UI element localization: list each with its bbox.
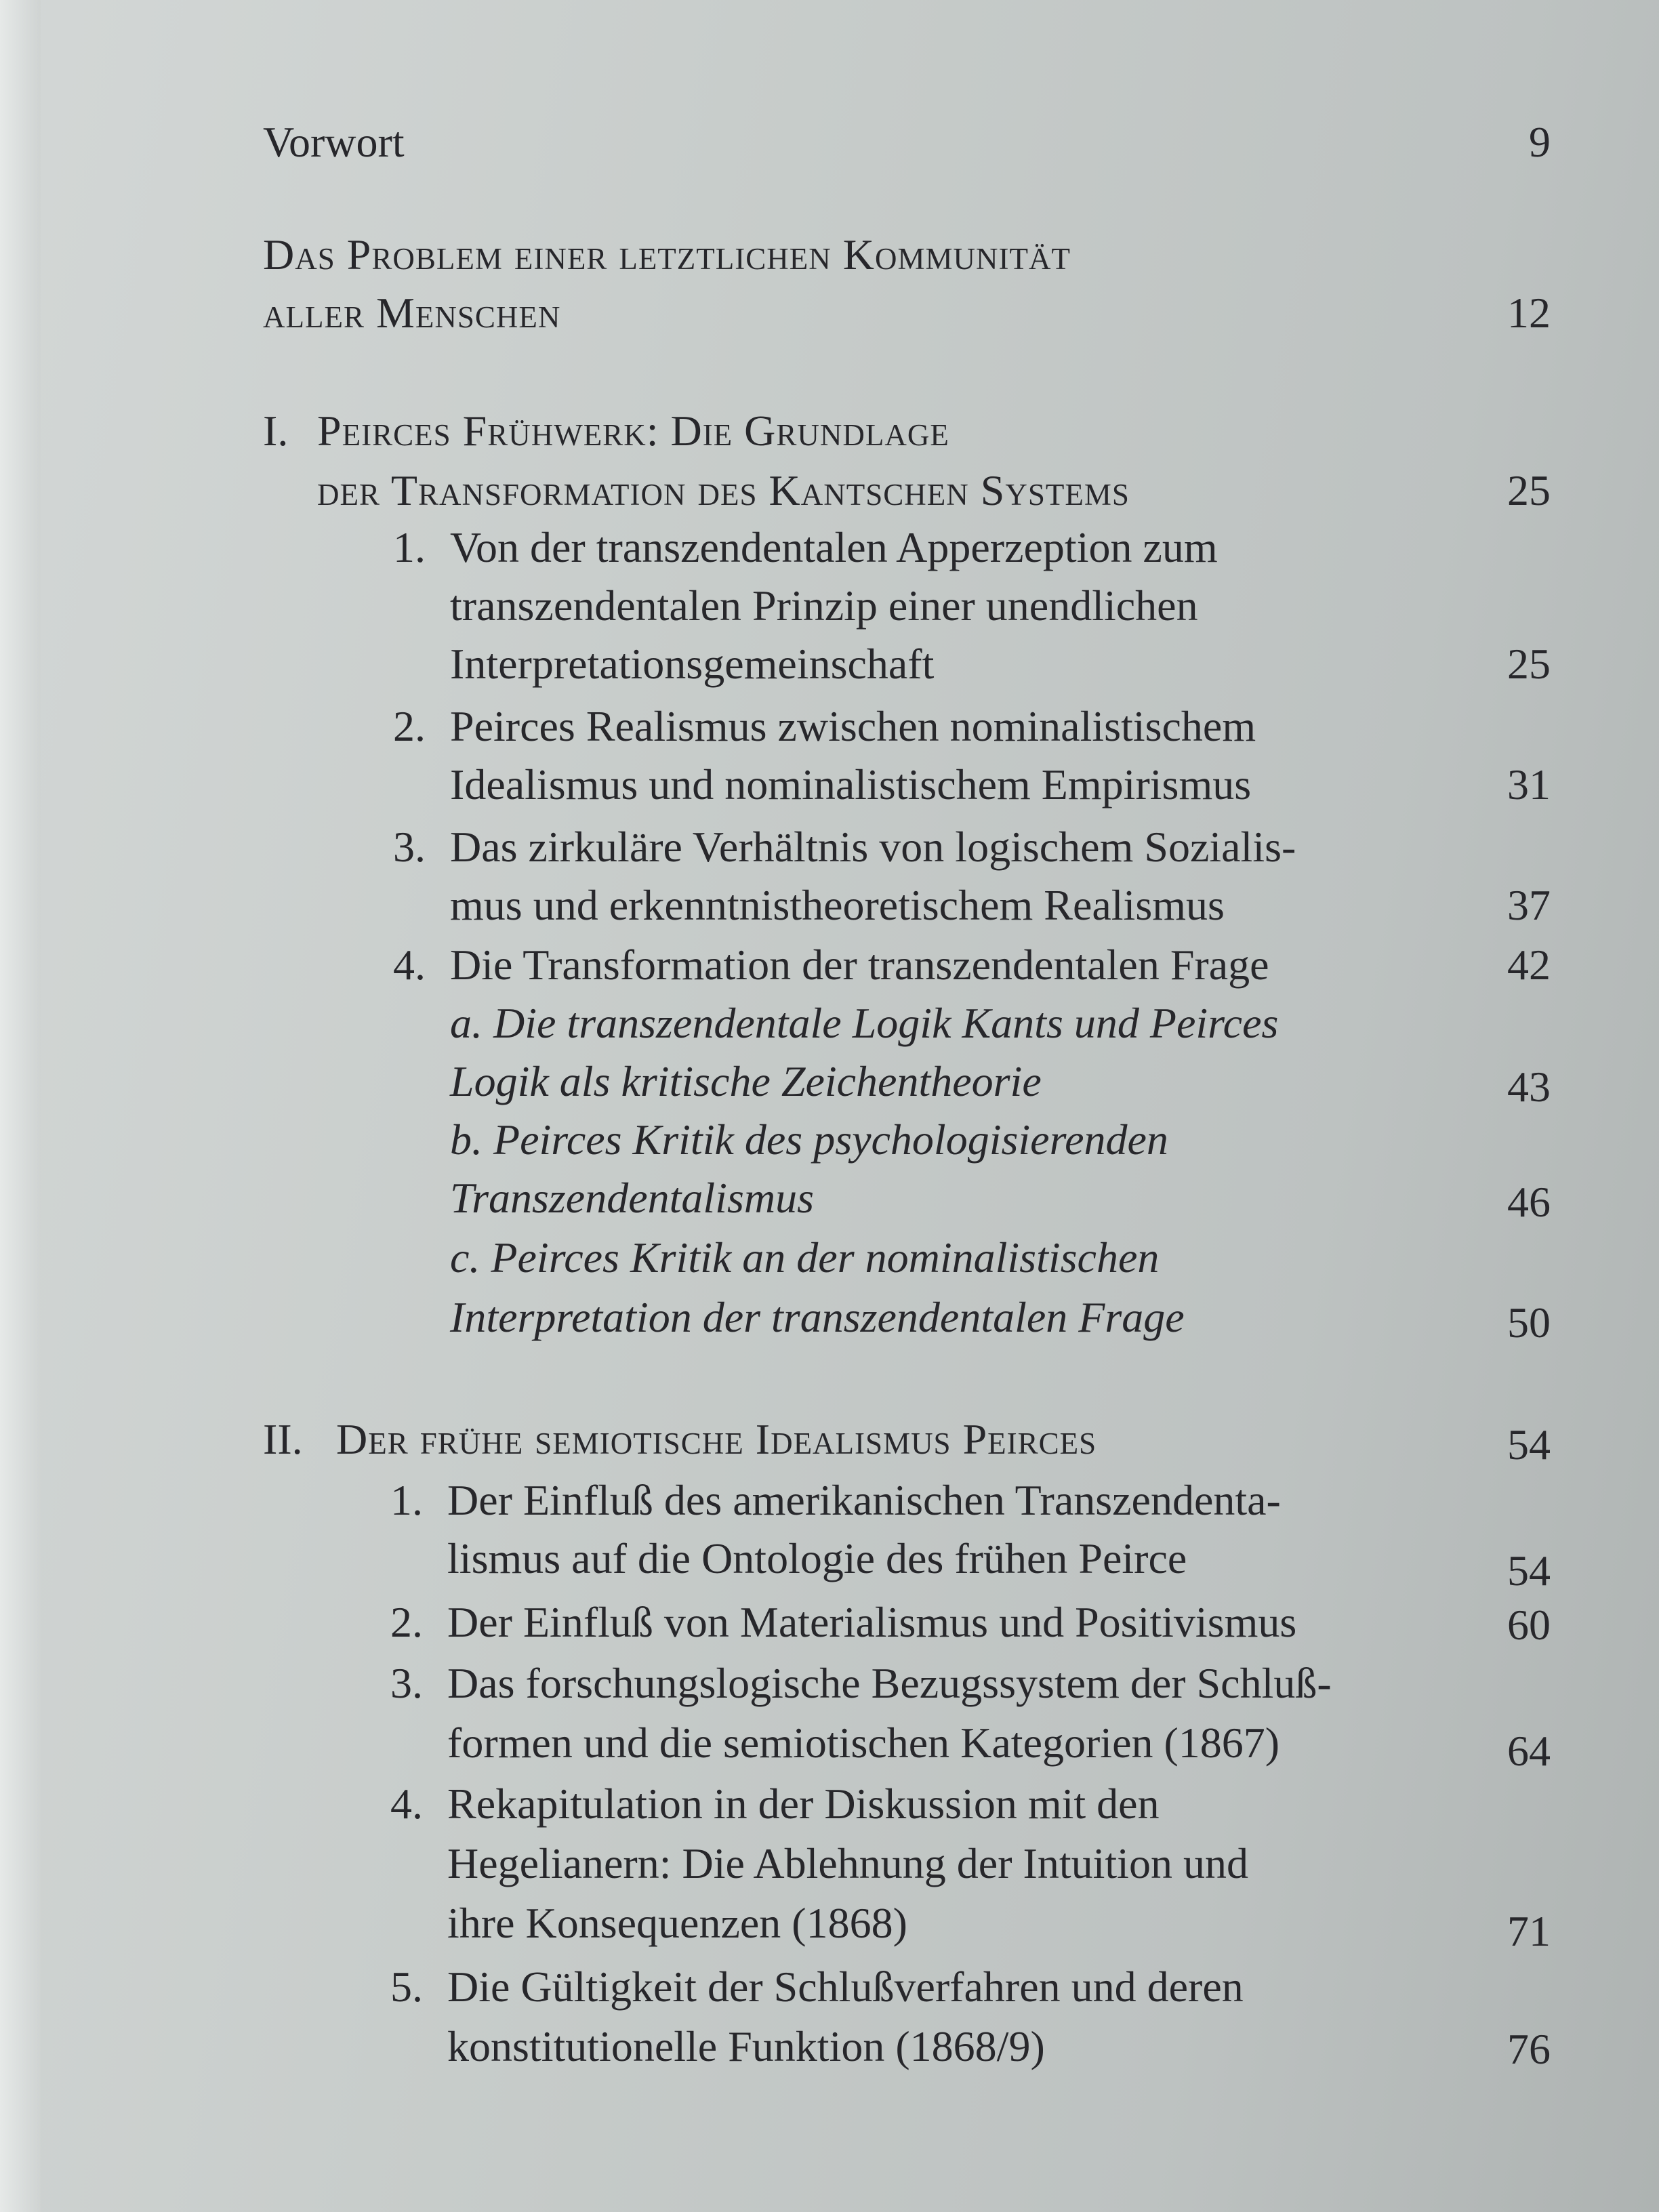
part2-section-line: Hegelianern: Die Ablehnung der Intuition und: [447, 1839, 1248, 1887]
toc-entry-problem-title-line2: aller Menschen: [263, 289, 561, 337]
part2-section-line: lismus auf die Ontologie des frühen Peirce: [447, 1534, 1187, 1582]
part2-section-line: konstitutionelle Funktion (1868/9): [447, 2022, 1045, 2070]
part1-section-line: Peirces Realismus zwischen nominalistischem: [450, 702, 1256, 750]
part2-section-line: Der Einfluß des amerikanischen Transzendenta-: [447, 1476, 1281, 1524]
part2-section-number: 3.: [390, 1659, 423, 1707]
part1-subsection-line: b. Peirces Kritik des psychologisierenden: [450, 1115, 1168, 1164]
part2-section-page: 71: [1507, 1907, 1551, 1955]
part1-section-line: Idealismus und nominalistischem Empirismus: [450, 760, 1252, 808]
part2-section-number: 5.: [390, 1963, 423, 2011]
part1-title-line2: der Transformation des Kantschen Systems: [317, 466, 1130, 514]
part2-section-number: 2.: [390, 1598, 423, 1646]
part2-section-number: 4.: [390, 1780, 423, 1828]
toc-entry-problem-title-line1: Das Problem einer letztlichen Kommunität: [263, 230, 1071, 279]
toc-entry-vorwort-page: 9: [1529, 118, 1551, 166]
part2-section-line: Das forschungslogische Bezugssystem der Schluß-: [447, 1659, 1332, 1707]
part1-page: 25: [1507, 466, 1551, 514]
part1-section-page: 25: [1507, 640, 1551, 688]
part1-subsection-line: Interpretation der transzendentalen Frage: [450, 1293, 1185, 1341]
part2-section-line: ihre Konsequenzen (1868): [447, 1899, 907, 1947]
part1-section-page: 42: [1507, 941, 1551, 989]
part1-subsection-line: Transzendentalismus: [450, 1174, 814, 1222]
part1-section-number: 3.: [393, 823, 426, 871]
part2-section-line: Die Gültigkeit der Schlußverfahren und deren: [447, 1963, 1244, 2011]
toc-entry-vorwort-title: Vorwort: [263, 118, 405, 166]
part1-subsection-page: 43: [1507, 1063, 1551, 1111]
part2-numeral: II.: [263, 1415, 303, 1463]
toc-entry-problem-page: 12: [1507, 289, 1551, 337]
part2-page: 54: [1507, 1420, 1551, 1469]
part2-section-line: Rekapitulation in der Diskussion mit den: [447, 1780, 1160, 1828]
part1-section-line: transzendentalen Prinzip einer unendlichen: [450, 581, 1198, 630]
part1-section-page: 31: [1507, 760, 1551, 808]
part1-section-number: 1.: [393, 523, 426, 571]
part2-section-page: 60: [1507, 1601, 1551, 1649]
part2-section-page: 64: [1507, 1727, 1551, 1775]
part2-section-number: 1.: [390, 1476, 423, 1524]
part2-section-line: formen und die semiotischen Kategorien (1867): [447, 1719, 1280, 1767]
part2-section-page: 54: [1507, 1547, 1551, 1595]
part1-section-line: Die Transformation der transzendentalen Frage: [450, 941, 1269, 989]
part1-subsection-line: Logik als kritische Zeichentheorie: [450, 1057, 1042, 1105]
part1-section-number: 2.: [393, 702, 426, 750]
part2-section-page: 76: [1507, 2025, 1551, 2073]
part1-section-number: 4.: [393, 941, 426, 989]
part1-subsection-page: 46: [1507, 1178, 1551, 1226]
part1-section-page: 37: [1507, 881, 1551, 929]
part1-subsection-line: a. Die transzendentale Logik Kants und Peirces: [450, 999, 1279, 1047]
part1-numeral: I.: [263, 407, 289, 455]
part1-section-line: Das zirkuläre Verhältnis von logischem Sozialis-: [450, 823, 1296, 871]
part1-subsection-line: c. Peirces Kritik an der nominalistischen: [450, 1233, 1160, 1282]
part1-section-line: mus und erkenntnistheoretischem Realismus: [450, 881, 1225, 929]
part1-subsection-page: 50: [1507, 1298, 1551, 1347]
part2-section-line: Der Einfluß von Materialismus und Positivismus: [447, 1598, 1297, 1646]
part1-title-line1: Peirces Frühwerk: Die Grundlage: [317, 407, 949, 455]
part1-section-line: Von der transzendentalen Apperzeption zum: [450, 523, 1218, 571]
part2-title: Der frühe semiotische Idealismus Peirces: [336, 1415, 1097, 1463]
part1-section-line: Interpretationsgemeinschaft: [450, 640, 935, 688]
